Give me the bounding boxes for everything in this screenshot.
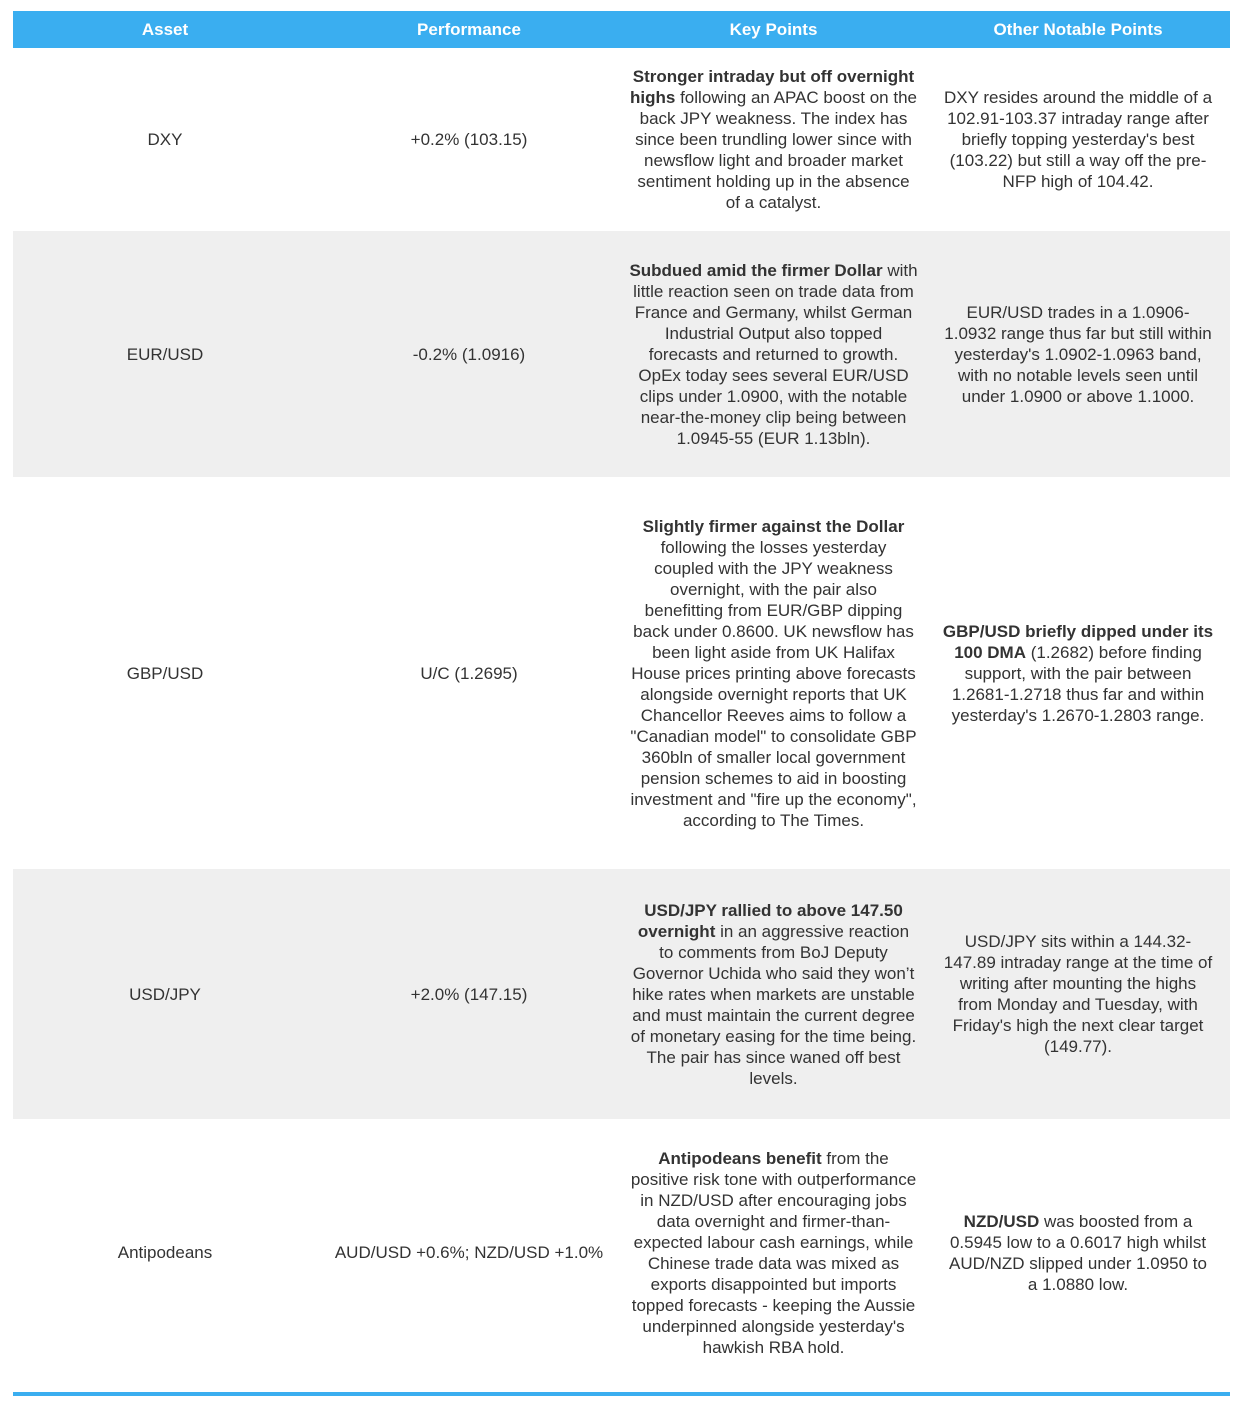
other-points-text: DXY resides around the middle of a 102.91-103.37 intraday range after briefly topping yesterday's best (103.22) but still a way off the pre-NFP high of 104.42.: [943, 88, 1213, 191]
table-row-dxy: [13, 48, 1230, 231]
table-header-row: [13, 11, 1230, 48]
asset-cell: USD/JPY: [129, 984, 201, 1004]
asset-cell: EUR/USD: [126, 344, 204, 364]
header-performance: Performance: [417, 19, 521, 39]
bottom-divider: [13, 1392, 1230, 1396]
performance-cell: U/C (1.2695): [420, 663, 518, 683]
asset-cell: DXY: [147, 130, 183, 149]
performance-cell: +0.2% (103.15): [410, 130, 528, 149]
key-points-bold: Subdued amid the firmer Dollar: [629, 260, 883, 280]
header-key-points: Key Points: [729, 19, 818, 39]
key-points-text: with little reaction seen on trade data from France and Germany, whilst German Industrial Output also topped forecasts and returned to growth. OpEx today sees several EUR/USD clips under 1.0900, with the notable near-the-money clip being between 1.0945-55 (EUR 1.13bln).: [633, 260, 918, 448]
other-points-text: EUR/USD trades in a 1.0906-1.0932 range thus far but still within yesterday's 1.0902-1.0963 band, with no notable levels seen until under 1.0900 or above 1.1000.: [944, 302, 1212, 406]
other-points-bold: NZD/USD: [963, 1211, 1040, 1231]
key-points-bold: USD/JPY rallied to above 147.50 overnight: [637, 900, 903, 941]
other-points-cell: [926, 48, 1230, 231]
header-other-notable-points: Other Notable Points: [993, 19, 1163, 39]
key-points-cell: [621, 869, 926, 1119]
key-points-cell: [621, 1119, 926, 1386]
table-row-antipodeans: [13, 1119, 1230, 1386]
other-points-cell: [926, 1119, 1230, 1386]
key-points-text: in an aggressive reaction to comments from BoJ Deputy Governor Uchida who said they won’t hike rates when markets are unstable and must maintain the current degree of monetary easing for the time being. The pair has since waned off best levels.: [630, 921, 917, 1088]
key-points-text: following an APAC boost on the back JPY weakness. The index has since been trundling lower since with newsflow light and broader market sentiment holding up in the absence of a catalyst.: [635, 88, 917, 212]
asset-cell: Antipodeans: [117, 1243, 213, 1262]
key-points-bold: Stronger intraday but off overnight highs: [630, 67, 915, 107]
key-points-text: from the positive risk tone with outperformance in NZD/USD after encouraging jobs data overnight and firmer-than-expected labour cash earnings, while Chinese trade data was mixed as exports disappointed but imports topped forecasts - keeping the Aussie underpinned alongside yesterday's hawkish RBA hold.: [630, 1148, 917, 1357]
other-points-text: USD/JPY sits within a 144.32-147.89 intraday range at the time of writing after mounting the highs from Monday and Tuesday, with Friday's high the next clear target (149.77).: [943, 932, 1213, 1056]
performance-cell: +2.0% (147.15): [410, 984, 528, 1004]
performance-cell: -0.2% (1.0916): [412, 344, 526, 364]
other-points-text: (1.2682) before finding support, with the pair between 1.2681-1.2718 thus far and within yesterday's 1.2670-1.2803 range.: [951, 642, 1205, 725]
key-points-cell: [621, 477, 926, 869]
other-points-cell: [926, 869, 1230, 1119]
fx-summary-table: [13, 11, 1230, 1386]
key-points-cell: [621, 48, 926, 231]
table-row-gbpusd: [13, 477, 1230, 869]
other-points-cell: [926, 477, 1230, 869]
other-points-text: was boosted from a 0.5945 low to a 0.6017 high whilst AUD/NZD slipped under 1.0950 to a 1.0880 low.: [949, 1211, 1207, 1294]
table-row-eurusd: [13, 231, 1230, 477]
asset-cell: GBP/USD: [126, 663, 204, 683]
key-points-bold: Slightly firmer against the Dollar: [642, 516, 905, 536]
other-points-bold: GBP/USD briefly dipped under its 100 DMA: [942, 621, 1214, 662]
header-asset: Asset: [141, 19, 189, 39]
other-points-cell: [926, 231, 1230, 477]
key-points-cell: [621, 231, 926, 477]
fx-table-container: [13, 11, 1230, 1396]
table-row-usdjpy: [13, 869, 1230, 1119]
performance-cell: AUD/USD +0.6%; NZD/USD +1.0%: [334, 1243, 604, 1262]
key-points-bold: Antipodeans benefit: [658, 1148, 822, 1168]
key-points-text: following the losses yesterday coupled with the JPY weakness overnight, with the pair also benefitting from EUR/GBP dipping back under 0.8600. UK newsflow has been light aside from UK Halifax House prices printing above forecasts alongside overnight reports that UK Chancellor Reeves aims to follow a "Canadian model" to consolidate GBP 360bln of smaller local government pension schemes to aid in boosting investment and "fire up the economy", according to The Times.: [630, 537, 917, 830]
